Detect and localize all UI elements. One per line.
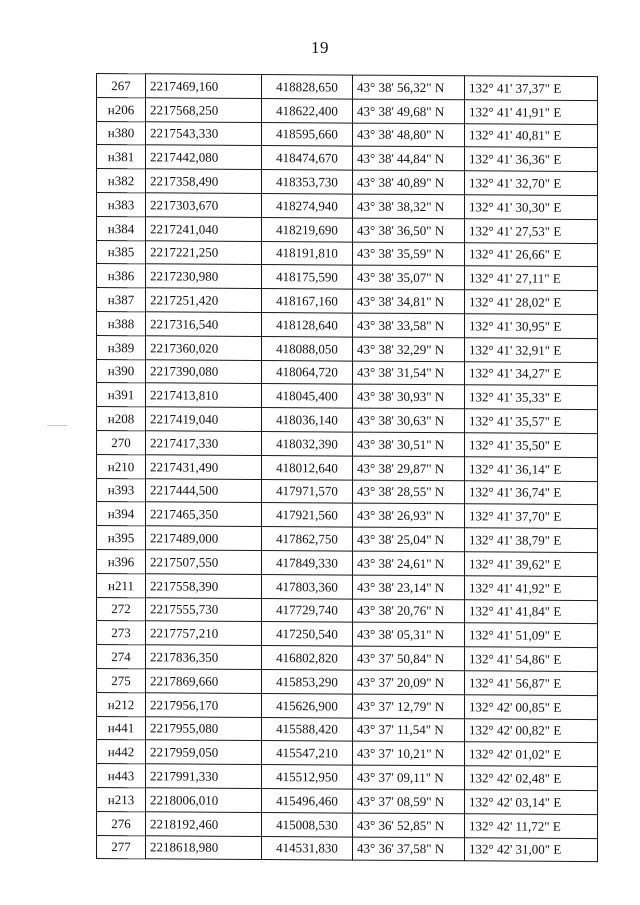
y-coordinate-cell: 417803,360 — [262, 574, 353, 598]
point-id-cell: н394 — [97, 502, 146, 526]
y-coordinate-cell: 418036,140 — [262, 408, 353, 432]
x-coordinate-cell: 2217417,330 — [146, 431, 262, 456]
longitude-cell: 132° 41' 54,86" E — [465, 647, 598, 672]
longitude-cell: 132° 41' 34,27" E — [465, 361, 598, 386]
table-row — [97, 169, 598, 196]
page-number: 19 — [311, 38, 329, 57]
y-coordinate-cell: 418191,810 — [262, 241, 353, 265]
longitude-cell: 132° 41' 41,91" E — [465, 100, 598, 125]
y-coordinate-cell: 417849,330 — [262, 550, 353, 574]
longitude-cell: 132° 41' 32,70" E — [465, 171, 598, 196]
x-coordinate-cell: 2217431,490 — [146, 455, 262, 480]
x-coordinate-cell: 2217959,050 — [146, 740, 262, 765]
y-coordinate-cell: 418064,720 — [262, 360, 353, 384]
y-coordinate-cell: 418274,940 — [262, 193, 353, 217]
point-id-cell: н380 — [97, 121, 146, 145]
point-id-cell: н388 — [97, 311, 146, 335]
table-row — [97, 359, 598, 386]
x-coordinate-cell: 2217489,000 — [146, 526, 262, 551]
table-row — [97, 335, 598, 362]
table-row — [97, 121, 598, 148]
point-id-cell: н442 — [97, 740, 146, 764]
point-id-cell: н389 — [97, 335, 146, 359]
point-id-cell: н443 — [97, 764, 146, 788]
y-coordinate-cell: 418474,670 — [262, 146, 353, 170]
y-coordinate-cell: 418088,050 — [262, 336, 353, 360]
latitude-cell: 43° 37' 20,09" N — [353, 670, 465, 694]
table-row — [97, 740, 598, 767]
table-row — [97, 478, 598, 505]
x-coordinate-cell: 2217757,210 — [146, 621, 262, 646]
longitude-cell: 132° 42' 01,02" E — [465, 742, 598, 767]
longitude-cell: 132° 41' 40,81" E — [465, 123, 598, 148]
table-row — [97, 549, 598, 576]
longitude-cell: 132° 41' 36,14" E — [465, 457, 598, 482]
table-row — [97, 526, 598, 553]
x-coordinate-cell: 2218618,980 — [146, 835, 262, 860]
point-id-cell: н382 — [97, 169, 146, 193]
table-row — [97, 692, 598, 719]
point-id-cell: 272 — [97, 597, 146, 621]
longitude-cell: 132° 41' 32,91" E — [465, 338, 598, 363]
x-coordinate-cell: 2217442,080 — [146, 145, 262, 170]
latitude-cell: 43° 38' 40,89" N — [353, 170, 465, 194]
table-row — [97, 74, 598, 101]
x-coordinate-cell: 2217956,170 — [146, 693, 262, 718]
y-coordinate-cell: 415547,210 — [262, 741, 353, 765]
longitude-cell: 132° 41' 35,33" E — [465, 385, 598, 410]
point-id-cell: н393 — [97, 478, 146, 502]
latitude-cell: 43° 38' 20,76" N — [353, 599, 465, 623]
latitude-cell: 43° 38' 05,31" N — [353, 622, 465, 646]
latitude-cell: 43° 38' 23,14" N — [353, 575, 465, 599]
y-coordinate-cell: 417862,750 — [262, 527, 353, 551]
y-coordinate-cell: 417971,570 — [262, 479, 353, 503]
latitude-cell: 43° 38' 36,50" N — [353, 218, 465, 242]
table-row — [97, 430, 598, 457]
latitude-cell: 43° 38' 32,29" N — [353, 337, 465, 361]
longitude-cell: 132° 41' 41,84" E — [465, 599, 598, 624]
table-row — [97, 764, 598, 791]
x-coordinate-cell: 2217358,490 — [146, 169, 262, 194]
x-coordinate-cell: 2217241,040 — [146, 217, 262, 242]
table-row — [97, 645, 598, 672]
point-id-cell: 273 — [97, 621, 146, 645]
point-id-cell: н396 — [97, 549, 146, 573]
x-coordinate-cell: 2217251,420 — [146, 288, 262, 313]
table-row — [97, 288, 598, 315]
point-id-cell: н391 — [97, 383, 146, 407]
longitude-cell: 132° 41' 30,95" E — [465, 314, 598, 339]
y-coordinate-cell: 415626,900 — [262, 693, 353, 717]
longitude-cell: 132° 41' 51,09" E — [465, 623, 598, 648]
margin-mark — [47, 425, 67, 426]
latitude-cell: 43° 36' 52,85" N — [353, 813, 465, 837]
y-coordinate-cell: 418175,590 — [262, 265, 353, 289]
x-coordinate-cell: 2217469,160 — [146, 74, 262, 99]
longitude-cell: 132° 42' 03,14" E — [465, 790, 598, 815]
x-coordinate-cell: 2217221,250 — [146, 240, 262, 265]
x-coordinate-cell: 2217543,330 — [146, 121, 262, 146]
point-id-cell: н210 — [97, 454, 146, 478]
x-coordinate-cell: 2217991,330 — [146, 764, 262, 789]
point-id-cell: н212 — [97, 692, 146, 716]
point-id-cell: 277 — [97, 835, 146, 859]
x-coordinate-cell: 2218006,010 — [146, 788, 262, 813]
x-coordinate-cell: 2218192,460 — [146, 812, 262, 837]
latitude-cell: 43° 38' 35,59" N — [353, 242, 465, 266]
table-row — [97, 835, 598, 862]
y-coordinate-cell: 418353,730 — [262, 170, 353, 194]
table-row — [97, 502, 598, 529]
y-coordinate-cell: 417250,540 — [262, 622, 353, 646]
x-coordinate-cell: 2217303,670 — [146, 193, 262, 218]
y-coordinate-cell: 415008,530 — [262, 812, 353, 836]
latitude-cell: 43° 38' 29,87" N — [353, 456, 465, 480]
longitude-cell: 132° 41' 36,74" E — [465, 480, 598, 505]
y-coordinate-cell: 415496,460 — [262, 788, 353, 812]
y-coordinate-cell: 418219,690 — [262, 217, 353, 241]
point-id-cell: н384 — [97, 216, 146, 240]
point-id-cell: н381 — [97, 145, 146, 169]
x-coordinate-cell: 2217413,810 — [146, 383, 262, 408]
table-row — [97, 97, 598, 124]
latitude-cell: 43° 38' 26,93" N — [353, 503, 465, 527]
y-coordinate-cell: 418012,640 — [262, 455, 353, 479]
latitude-cell: 43° 38' 49,68" N — [353, 99, 465, 123]
longitude-cell: 132° 42' 02,48" E — [465, 766, 598, 791]
latitude-cell: 43° 38' 25,04" N — [353, 527, 465, 551]
point-id-cell: н387 — [97, 288, 146, 312]
x-coordinate-cell: 2217507,550 — [146, 550, 262, 575]
y-coordinate-cell: 415512,950 — [262, 765, 353, 789]
point-id-cell: н208 — [97, 407, 146, 431]
latitude-cell: 43° 38' 33,58" N — [353, 313, 465, 337]
table-row — [97, 787, 598, 814]
x-coordinate-cell: 2217419,040 — [146, 407, 262, 432]
table-row — [97, 668, 598, 695]
latitude-cell: 43° 38' 28,55" N — [353, 480, 465, 504]
latitude-cell: 43° 38' 56,32" N — [353, 75, 465, 99]
latitude-cell: 43° 37' 11,54" N — [353, 718, 465, 742]
longitude-cell: 132° 41' 27,53" E — [465, 219, 598, 244]
longitude-cell: 132° 42' 11,72" E — [465, 813, 598, 838]
longitude-cell: 132° 41' 41,92" E — [465, 575, 598, 600]
x-coordinate-cell: 2217444,500 — [146, 478, 262, 503]
y-coordinate-cell: 415853,290 — [262, 669, 353, 693]
y-coordinate-cell: 418595,660 — [262, 122, 353, 146]
latitude-cell: 43° 37' 50,84" N — [353, 646, 465, 670]
longitude-cell: 132° 41' 37,70" E — [465, 504, 598, 529]
longitude-cell: 132° 42' 31,00" E — [465, 837, 598, 862]
point-id-cell: 276 — [97, 811, 146, 835]
y-coordinate-cell: 418045,400 — [262, 384, 353, 408]
point-id-cell: 274 — [97, 645, 146, 669]
y-coordinate-cell: 417921,560 — [262, 503, 353, 527]
latitude-cell: 43° 37' 08,59" N — [353, 789, 465, 813]
point-id-cell: н206 — [97, 97, 146, 121]
latitude-cell: 43° 38' 48,80" N — [353, 123, 465, 147]
coordinates-table — [96, 73, 598, 862]
point-id-cell: н386 — [97, 264, 146, 288]
y-coordinate-cell: 414531,830 — [262, 836, 353, 860]
table-row — [97, 454, 598, 481]
table-row — [97, 240, 598, 267]
longitude-cell: 132° 41' 28,02" E — [465, 290, 598, 315]
point-id-cell: н395 — [97, 526, 146, 550]
table-row — [97, 811, 598, 838]
point-id-cell: н390 — [97, 359, 146, 383]
x-coordinate-cell: 2217955,080 — [146, 716, 262, 741]
latitude-cell: 43° 38' 30,93" N — [353, 384, 465, 408]
point-id-cell: н211 — [97, 573, 146, 597]
point-id-cell: н383 — [97, 192, 146, 216]
longitude-cell: 132° 42' 00,82" E — [465, 718, 598, 743]
latitude-cell: 43° 38' 31,54" N — [353, 361, 465, 385]
table-row — [97, 216, 598, 243]
x-coordinate-cell: 2217390,080 — [146, 359, 262, 384]
point-id-cell: 270 — [97, 430, 146, 454]
y-coordinate-cell: 418032,390 — [262, 431, 353, 455]
longitude-cell: 132° 41' 38,79" E — [465, 528, 598, 553]
latitude-cell: 43° 38' 38,32" N — [353, 194, 465, 218]
longitude-cell: 132° 41' 35,50" E — [465, 433, 598, 458]
latitude-cell: 43° 38' 35,07" N — [353, 265, 465, 289]
y-coordinate-cell: 418167,160 — [262, 289, 353, 313]
point-id-cell: 267 — [97, 74, 146, 98]
latitude-cell: 43° 37' 09,11" N — [353, 765, 465, 789]
latitude-cell: 43° 37' 10,21" N — [353, 741, 465, 765]
point-id-cell: н213 — [97, 787, 146, 811]
longitude-cell: 132° 41' 56,87" E — [465, 671, 598, 696]
y-coordinate-cell: 418622,400 — [262, 98, 353, 122]
longitude-cell: 132° 42' 00,85" E — [465, 694, 598, 719]
x-coordinate-cell: 2217465,350 — [146, 502, 262, 527]
longitude-cell: 132° 41' 27,11" E — [465, 266, 598, 291]
longitude-cell: 132° 41' 30,30" E — [465, 195, 598, 220]
longitude-cell: 132° 41' 37,37" E — [465, 76, 598, 101]
table-row — [97, 264, 598, 291]
y-coordinate-cell: 418128,640 — [262, 312, 353, 336]
longitude-cell: 132° 41' 26,66" E — [465, 242, 598, 267]
point-id-cell: н441 — [97, 716, 146, 740]
table-row — [97, 407, 598, 434]
table-row — [97, 192, 598, 219]
table-row — [97, 621, 598, 648]
x-coordinate-cell: 2217555,730 — [146, 597, 262, 622]
longitude-cell: 132° 41' 36,36" E — [465, 147, 598, 172]
y-coordinate-cell: 417729,740 — [262, 598, 353, 622]
table-row — [97, 597, 598, 624]
latitude-cell: 43° 38' 24,61" N — [353, 551, 465, 575]
latitude-cell: 43° 38' 44,84" N — [353, 146, 465, 170]
x-coordinate-cell: 2217316,540 — [146, 312, 262, 337]
table-row — [97, 716, 598, 743]
x-coordinate-cell: 2217836,350 — [146, 645, 262, 670]
point-id-cell: н385 — [97, 240, 146, 264]
latitude-cell: 43° 38' 30,51" N — [353, 432, 465, 456]
table-row — [97, 383, 598, 410]
table-row — [97, 311, 598, 338]
x-coordinate-cell: 2217230,980 — [146, 264, 262, 289]
x-coordinate-cell: 2217568,250 — [146, 98, 262, 123]
latitude-cell: 43° 38' 30,63" N — [353, 408, 465, 432]
x-coordinate-cell: 2217360,020 — [146, 336, 262, 361]
x-coordinate-cell: 2217558,390 — [146, 574, 262, 599]
y-coordinate-cell: 416802,820 — [262, 646, 353, 670]
table-row — [97, 573, 598, 600]
latitude-cell: 43° 38' 34,81" N — [353, 289, 465, 313]
point-id-cell: 275 — [97, 668, 146, 692]
latitude-cell: 43° 36' 37,58" N — [353, 837, 465, 861]
coordinates-table-body — [97, 74, 598, 862]
x-coordinate-cell: 2217869,660 — [146, 669, 262, 694]
latitude-cell: 43° 37' 12,79" N — [353, 694, 465, 718]
y-coordinate-cell: 415588,420 — [262, 717, 353, 741]
longitude-cell: 132° 41' 35,57" E — [465, 409, 598, 434]
y-coordinate-cell: 418828,650 — [262, 75, 353, 99]
table-row — [97, 145, 598, 172]
longitude-cell: 132° 41' 39,62" E — [465, 552, 598, 577]
